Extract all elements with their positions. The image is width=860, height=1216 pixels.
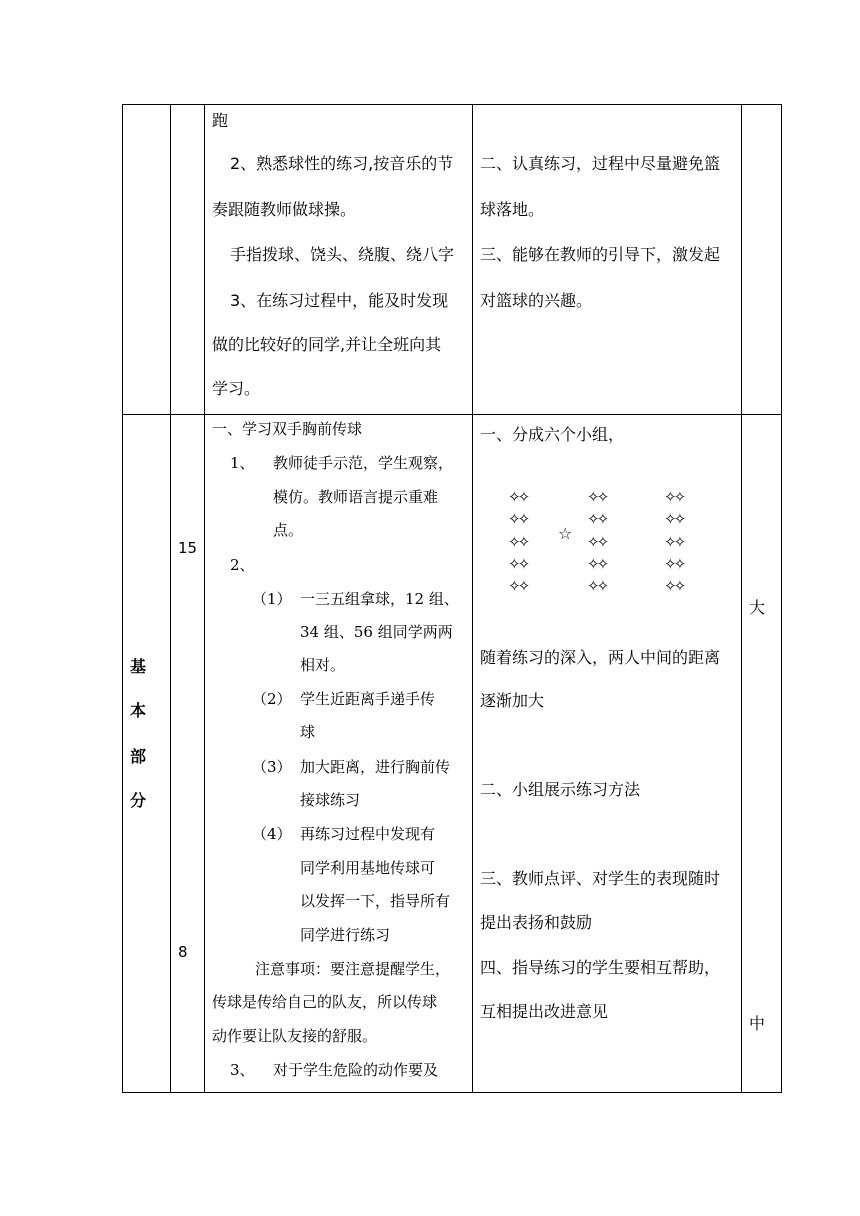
content-text: 教师徒手示范，学生观察，	[273, 454, 454, 472]
requirement-text: 互相提出改进意见	[480, 1002, 609, 1021]
col-border-time	[204, 104, 205, 1093]
content-text: 手指拨球、饶头、绕腹、绕八字	[230, 245, 455, 264]
requirement-text: 二、小组展示练习方法	[480, 780, 641, 799]
col-border-left	[122, 104, 123, 1093]
content-text: 奏跟随教师做球操。	[212, 200, 357, 219]
requirement-text: 三、能够在教师的引导下，激发起	[480, 245, 721, 264]
requirement-text: 三、教师点评、对学生的表现随时	[480, 869, 721, 888]
student-mark: ✧✧	[664, 555, 684, 573]
subitem-number: （3）	[252, 758, 292, 776]
table-bottom-border	[122, 1092, 782, 1093]
student-mark: ✧✧	[587, 488, 607, 506]
content-text: 跑	[212, 111, 229, 130]
content-text: 对于学生危险的动作要及	[273, 1061, 439, 1079]
col-border-section	[170, 104, 171, 1093]
student-mark: ✧✧	[508, 533, 528, 551]
subitem-number: （1）	[252, 590, 292, 608]
content-text: 做的比较好的同学,并让全班向其	[212, 335, 442, 354]
content-text: 再练习过程中发现有	[300, 825, 436, 843]
content-text: 34 组、56 组同学两两	[300, 623, 453, 641]
content-text: 以发挥一下，指导所有	[300, 892, 451, 910]
intensity-value: 中	[749, 1014, 766, 1033]
student-mark: ✧✧	[664, 488, 684, 506]
requirement-text: 二、认真练习，过程中尽量避免篮	[480, 154, 721, 173]
student-mark: ✧✧	[508, 555, 528, 573]
item-number: 2、	[230, 556, 255, 574]
time-value: 15	[178, 539, 198, 557]
subitem-number: （2）	[252, 690, 292, 708]
col-border-right	[781, 104, 782, 1093]
teacher-mark: ☆	[558, 524, 570, 543]
requirement-text: 对篮球的兴趣。	[480, 291, 593, 310]
item-number: 1、	[230, 454, 255, 472]
requirement-text: 逐渐加大	[480, 691, 545, 710]
note-text: 动作要让队友接的舒服。	[212, 1027, 378, 1045]
note-text: 传球是传给自己的队友，所以传球	[212, 993, 438, 1011]
section-label-char: 部	[130, 747, 147, 766]
row-divider	[122, 414, 782, 415]
content-text: 3、在练习过程中，能及时发现	[230, 291, 449, 310]
student-mark: ✧✧	[587, 555, 607, 573]
student-mark: ✧✧	[587, 510, 607, 528]
content-text: 学习。	[212, 379, 261, 398]
content-text: 学生近距离手递手传	[300, 690, 436, 708]
student-mark: ✧✧	[587, 533, 607, 551]
student-mark: ✧✧	[508, 488, 528, 506]
content-text: 球	[300, 723, 316, 741]
intensity-value: 大	[749, 598, 766, 617]
content-text: 同学利用基地传球可	[300, 859, 436, 877]
content-heading: 一、学习双手胸前传球	[212, 420, 363, 438]
col-border-requirements	[741, 104, 742, 1093]
content-text: 模仿。教师语言提示重难	[273, 488, 439, 506]
time-value: 8	[178, 943, 188, 961]
content-text: 加大距离，进行胸前传	[300, 758, 451, 776]
student-mark: ✧✧	[508, 510, 528, 528]
requirement-text: 球落地。	[480, 200, 545, 219]
student-mark: ✧✧	[508, 577, 528, 595]
student-mark: ✧✧	[664, 533, 684, 551]
note-text: 注意事项：要注意提醒学生，	[255, 960, 451, 978]
content-text: 点。	[273, 521, 304, 539]
item-number: 3、	[230, 1061, 255, 1079]
requirement-text: 提出表扬和鼓励	[480, 913, 593, 932]
section-label-char: 基	[130, 657, 147, 676]
col-border-content	[472, 104, 473, 1093]
content-text: 2、熟悉球性的练习,按音乐的节	[230, 154, 454, 173]
content-text: 相对。	[300, 656, 346, 674]
subitem-number: （4）	[252, 825, 292, 843]
content-text: 接球练习	[300, 791, 361, 809]
section-label-char: 分	[130, 791, 147, 810]
section-label-char: 本	[130, 701, 147, 720]
content-text: 同学进行练习	[300, 926, 391, 944]
student-mark: ✧✧	[664, 510, 684, 528]
requirement-text: 一、分成六个小组，	[480, 425, 625, 444]
table-top-border	[122, 104, 782, 105]
requirement-text: 四、指导练习的学生要相互帮助，	[480, 958, 721, 977]
requirement-text: 随着练习的深入，两人中间的距离	[480, 648, 721, 667]
content-text: 一三五组拿球，12 组、	[300, 590, 459, 608]
student-mark: ✧✧	[664, 577, 684, 595]
student-mark: ✧✧	[587, 577, 607, 595]
